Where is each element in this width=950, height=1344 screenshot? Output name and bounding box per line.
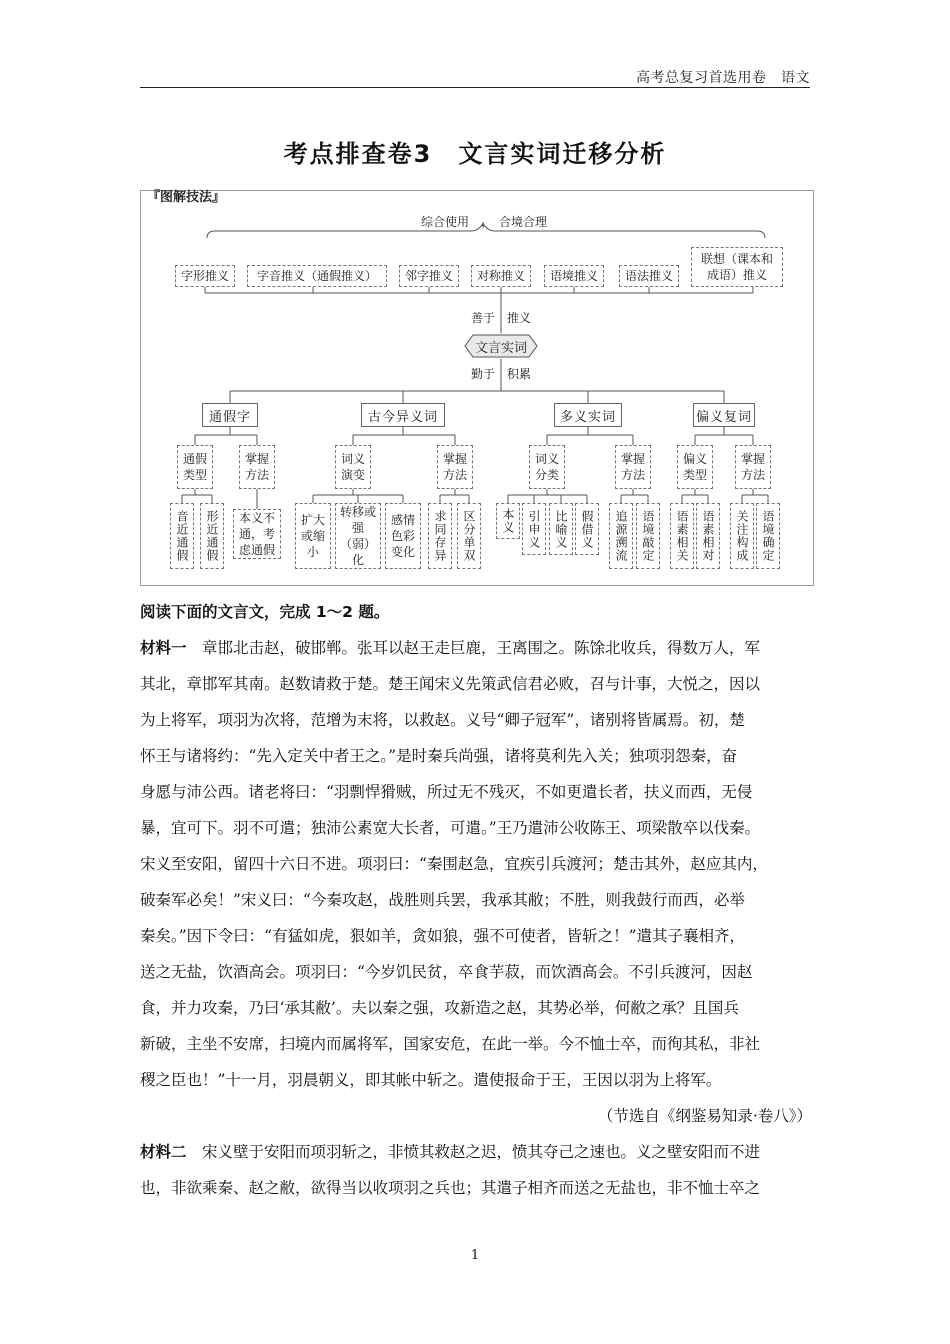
material-1-line: 稷之臣也！”十一月，羽晨朝义，即其帐中斩之。遣使报命于王，王因以羽为上将军。: [140, 1071, 722, 1089]
leaf-ganqing: 感情色彩变化: [385, 503, 421, 569]
leaf-yujing-queding: 语境确定: [756, 503, 780, 569]
material-1-line: 其北，章邯军其南。赵数请救于楚。楚王闻宋义先策武信君必败，召与计事，大悦之，因以: [140, 675, 761, 693]
sub-duoyi-class: 词义分类: [529, 445, 565, 489]
material-1-line: 身愿与沛公西。诸老将曰：“羽剽悍猾贼，所过无不残灭，不如更遣长者，扶义而西，无侵: [140, 783, 753, 801]
header-rule: [140, 87, 810, 88]
method-diagram: [140, 190, 814, 586]
material-1-line: 秦矣。”因下令曰：“有猛如虎，狠如羊，贪如狼，强不可使者，皆斩之！”遣其子襄相齐，: [140, 927, 746, 945]
leaf-kuoda: 扩大或缩小: [295, 503, 331, 569]
leaf-biyu: 比喻义: [549, 503, 573, 555]
category-duoyi: 多义实词: [554, 403, 622, 427]
leaf-yujing-qiaoding: 语境敲定: [636, 503, 660, 569]
core-concept: 文言实词: [474, 340, 527, 356]
sub-gujin-evolution: 词义演变: [335, 445, 371, 489]
method-association: 联想（课本和成语）推义: [691, 247, 783, 287]
material-2-line-1-text: 宋义壁于安阳而项羽斩之，非愤其救赵之迟，愤其夺己之速也。义之壁安阳而不进: [202, 1143, 761, 1161]
material-1-line: 宋义至安阳，留四十六日不进。项羽曰：“秦围赵急，宜疾引兵渡河；楚击其外，赵应其内，: [140, 855, 768, 873]
method-symmetry: 对称推义: [471, 265, 531, 287]
leaf-yinshen: 引申义: [522, 503, 546, 555]
sub-tongjia-method: 掌握方法: [239, 445, 275, 489]
material-2-line-1: [140, 1134, 812, 1170]
page-number: 1: [470, 1248, 480, 1263]
material-1-line: 为上将军，项羽为次将，范增为末将，以救赵。义号“卿子冠军”，诸别将皆属焉。初，楚: [140, 711, 745, 729]
page-title: 考点排查卷3 文言实词迁移分析: [283, 140, 667, 168]
material-1-line-1: [140, 630, 812, 666]
leaf-qufen: 区分单双: [457, 503, 481, 569]
diagram-badge: 『图解技法』: [147, 190, 226, 205]
leaf-xingjin: 形近通假: [200, 503, 224, 569]
leaf-guanzhu: 关注构成: [730, 503, 754, 569]
material-1-line: 新破，主坐不安席，扫境内而属将军，国家安危，在此一举。今不恤士卒，而徇其私，非社: [140, 1035, 761, 1053]
sub-tongjia-type: 通假类型: [177, 445, 213, 489]
method-sound: 字音推义（通假推义）: [247, 265, 387, 287]
leaf-qiutong: 求同存异: [428, 503, 452, 569]
leaf-yusu-xiangguan: 语素相关: [670, 503, 694, 569]
leaf-zhuanyi: 转移或强（弱）化: [335, 503, 381, 569]
method-grammar: 语法推义: [619, 265, 679, 287]
sub-gujin-method: 掌握方法: [437, 445, 473, 489]
sub-pianyi-method: 掌握方法: [735, 445, 771, 489]
material-1-line: 破秦军必矣！”宋义曰：“今秦攻赵，战胜则兵罢，我承其敝；不胜，则我鼓行而西，必举: [140, 891, 745, 909]
category-gujin: 古今异义词: [361, 403, 445, 427]
leaf-benyi-butong: 本义不通，考虑通假: [233, 509, 281, 559]
material-1-line-1-text: 章邯北击赵，破邯郸。张耳以赵王走巨鹿，王离围之。陈馀北收兵，得数万人，军: [202, 639, 761, 657]
instruction: 阅读下面的文言文，完成 1～2 题。: [140, 603, 390, 621]
page-header: [0, 0, 950, 90]
leaf-jiajie: 假借义: [575, 503, 599, 555]
method-glyph: 字形推义: [175, 265, 235, 287]
leaf-yusu-xiangdui: 语素相对: [696, 503, 720, 569]
material-1-line: 食，并力攻秦，乃曰‘承其敝’。夫以秦之强，攻新造之赵，其势必举，何敝之承？且国兵: [140, 999, 739, 1017]
sub-duoyi-method: 掌握方法: [615, 445, 651, 489]
lower-link-label: 勤于 积累: [470, 367, 531, 381]
material-2-label: 材料二: [140, 1143, 187, 1161]
material-1-line: 怀王与诸将约：“先入定关中者王之。”是时秦兵尚强，诸将莫利先入关；独项羽怨秦，奋: [140, 747, 738, 765]
header-text: 高考总复习首选用卷 语文: [636, 70, 810, 86]
category-pianyi: 偏义复词: [693, 403, 755, 427]
method-context: 语境推义: [544, 265, 604, 287]
leaf-yinjin: 音近通假: [170, 503, 194, 569]
reading-section: [140, 594, 812, 1206]
usage-label: 综合使用 ， 合境合理: [420, 215, 547, 229]
category-tongjia: 通假字: [202, 403, 258, 427]
material-1-line: 送之无盐，饮酒高会。项羽曰：“今岁饥民贫，卒食芋菽，而饮酒高会。不引兵渡河，因赵: [140, 963, 753, 981]
sub-pianyi-type: 偏义类型: [677, 445, 713, 489]
material-2-line: 也，非欲乘秦、赵之敝，欲得当以收项羽之兵也；其遣子相齐而送之无盐也，非不恤士卒之: [140, 1179, 761, 1197]
leaf-benyi: 本义: [496, 503, 520, 539]
material-1-source: （节选自《纲鉴易知录·卷八》）: [597, 1107, 812, 1125]
leaf-zhuiyuan: 追源溯流: [609, 503, 633, 569]
upper-link-label: 善于 推义: [470, 311, 531, 325]
material-1-label: 材料一: [140, 639, 187, 657]
method-adjacent: 邻字推义: [399, 265, 459, 287]
material-1-line: 暴，宜可下。羽不可遣；独沛公素宽大长者，可遣。”王乃遣沛公收陈王、项梁散卒以伐秦。: [140, 819, 761, 837]
